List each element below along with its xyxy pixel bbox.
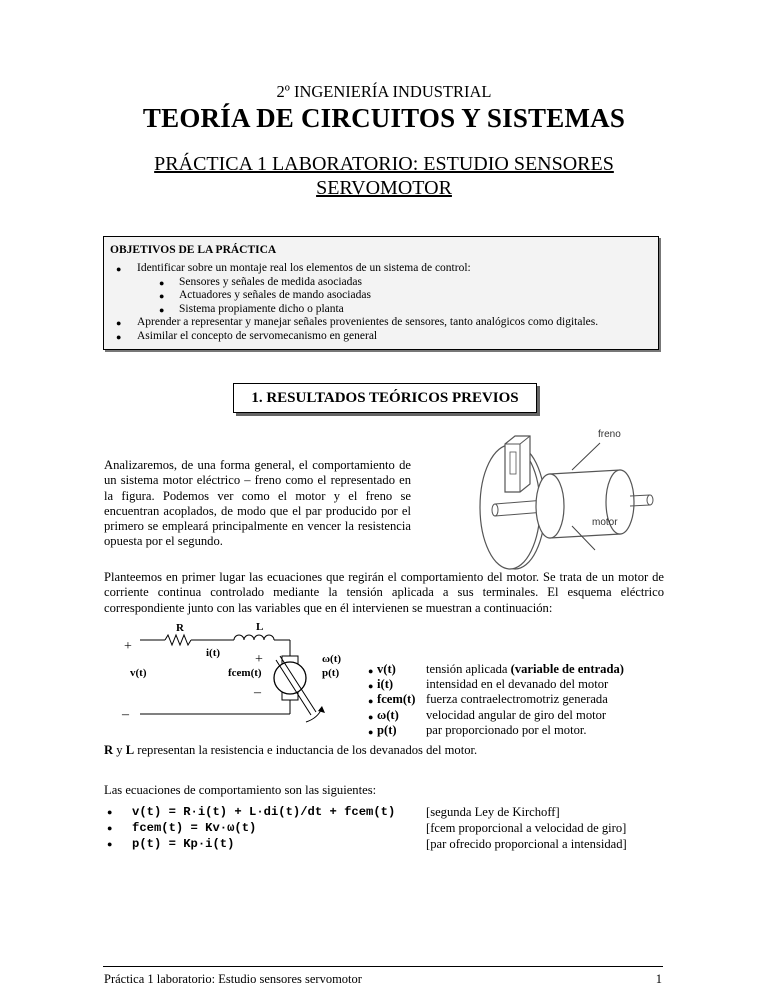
objectives-heading: OBJETIVOS DE LA PRÁCTICA [110,244,277,256]
variable-desc: intensidad en el devanado del motor [426,677,609,692]
bullet-icon: ● [368,666,374,676]
inductor-L [234,635,274,640]
bullet-icon: ● [159,304,165,315]
label-i: i(t) [206,647,221,659]
equation-text: p(t) = Kp·i(t) [132,837,235,851]
motor-front [536,474,564,538]
variable-desc: velocidad angular de giro del motor [426,707,607,722]
variable-item [368,708,668,723]
bullet-icon: ● [368,726,374,737]
objective-item [110,330,655,344]
bullet-icon: ● [107,823,113,833]
equation-note: [segunda Ley de Kirchoff] [426,805,560,819]
practice-title [0,152,768,200]
equation-text: fcem(t) = Kv·ω(t) [132,821,257,835]
label-minus-left: – [122,707,129,722]
bullet-icon: ● [107,807,113,817]
variable-item [368,677,668,692]
variable-symbol: fcem(t) [377,692,416,707]
equations-list [104,805,664,853]
label-plus-left: + [124,639,132,654]
bullet-icon: ● [116,331,122,342]
label-plus-mid: + [255,652,263,667]
freno-pointer [572,443,600,470]
equation-note: [par ofrecido proporcional a intensidad] [426,837,627,851]
rl-description: R y L representan la resistencia e inductancia de los devanados del motor. [104,743,478,757]
rotation-arrowhead [318,706,325,713]
equation-item [104,805,664,821]
bullet-icon: ● [116,264,122,274]
variable-symbol: ω(t) [377,707,399,722]
objective-subitem [110,289,655,303]
objective-subtext: Sensores y señales de medida asociadas [179,275,362,288]
variable-desc: par proporcionado por el motor. [426,722,587,737]
course-subtitle: 2º INGENIERÍA INDUSTRIAL [276,82,492,101]
objective-subitem [110,303,655,317]
bullet-icon: ● [368,696,374,707]
variable-symbol: p(t) [377,722,397,737]
objective-subtext: Sistema propiamente dicho o planta [179,302,344,315]
practice-title-line2: SERVOMOTOR [316,177,452,199]
variable-desc: tensión aplicada (variable de entrada) [426,662,624,676]
circuit-intro-paragraph: Planteemos en primer lugar las ecuaciones que regirán el comportamiento del motor. Se trata de un motor de corriente continua controlado mediante la tensión aplicada a sus terminales. El esquema eléctrico correspondiente junto con las variables que en él intervienen se muestran a continuación: [104,570,664,615]
bullet-icon: ● [107,839,113,849]
motor-shaft-end [647,495,653,505]
figure-label-freno: freno [598,429,621,440]
brake-slot [510,452,516,474]
label-v: v(t) [130,667,147,679]
bullet-icon: ● [159,291,165,301]
label-p: p(t) [322,667,340,679]
footer-rule [103,966,663,967]
label-omega: ω(t) [322,653,342,665]
label-fcem: fcem(t) [228,667,262,679]
variable-item [368,692,668,707]
motor-circuit-diagram [110,618,350,728]
resistor-R [165,635,191,645]
motor-brake-figure [460,422,670,572]
equations-intro: Las ecuaciones de comportamiento son las siguientes: [104,783,377,797]
figure-label-motor: motor [592,517,618,528]
equation-item [104,821,664,837]
objective-item [110,316,655,330]
bullet-icon: ● [368,681,374,692]
bullet-icon: ● [159,277,165,288]
objective-subitem [110,276,655,290]
practice-title-line1: PRÁCTICA 1 LABORATORIO: ESTUDIO SENSORES [154,153,614,175]
page-number: 1 [655,972,662,986]
variable-item [368,723,668,738]
objectives-list [110,262,655,343]
variable-desc: fuerza contraelectromotriz generada [426,692,608,707]
objective-text: Aprender a representar y manejar señales provenientes de sensores, tanto analógicos como digitales. [137,316,599,328]
variables-list [368,662,668,738]
objective-text: Identificar sobre un montaje real los elementos de un sistema de control: [137,262,471,274]
equation-text: v(t) = R·i(t) + L·di(t)/dt + fcem(t) [132,805,396,819]
label-L: L [256,621,264,633]
variable-symbol: i(t) [377,677,394,692]
document-title: TEORÍA DE CIRCUITOS Y SISTEMAS [142,103,626,133]
bullet-icon: ● [116,318,122,328]
bullet-icon: ● [368,711,374,722]
label-minus-mid: – [254,685,261,700]
section-heading: 1. RESULTADOS TEÓRICOS PREVIOS [251,390,519,406]
footer-text: Práctica 1 laboratorio: Estudio sensores servomotor [104,972,362,986]
label-R: R [176,622,184,634]
equation-note: [fcem proporcional a velocidad de giro] [426,821,627,835]
variable-item [368,662,668,677]
equation-item [104,837,664,853]
objective-subtext: Actuadores y señales de mando asociadas [179,289,371,301]
objective-text: Asimilar el concepto de servomecanismo en general [137,329,378,342]
intro-paragraph: Analizaremos, de una forma general, el comportamiento de un sistema motor eléctrico – freno como el representado en la figura. Podemos ver como el motor y el freno se encuentran acoplados, de modo que el par producido por el primero se empleará principalmente en vencer la resistencia opuesta por el segundo. [104,458,411,549]
shaft-end [492,504,498,516]
objective-item [110,262,655,276]
variable-symbol: v(t) [377,662,396,676]
